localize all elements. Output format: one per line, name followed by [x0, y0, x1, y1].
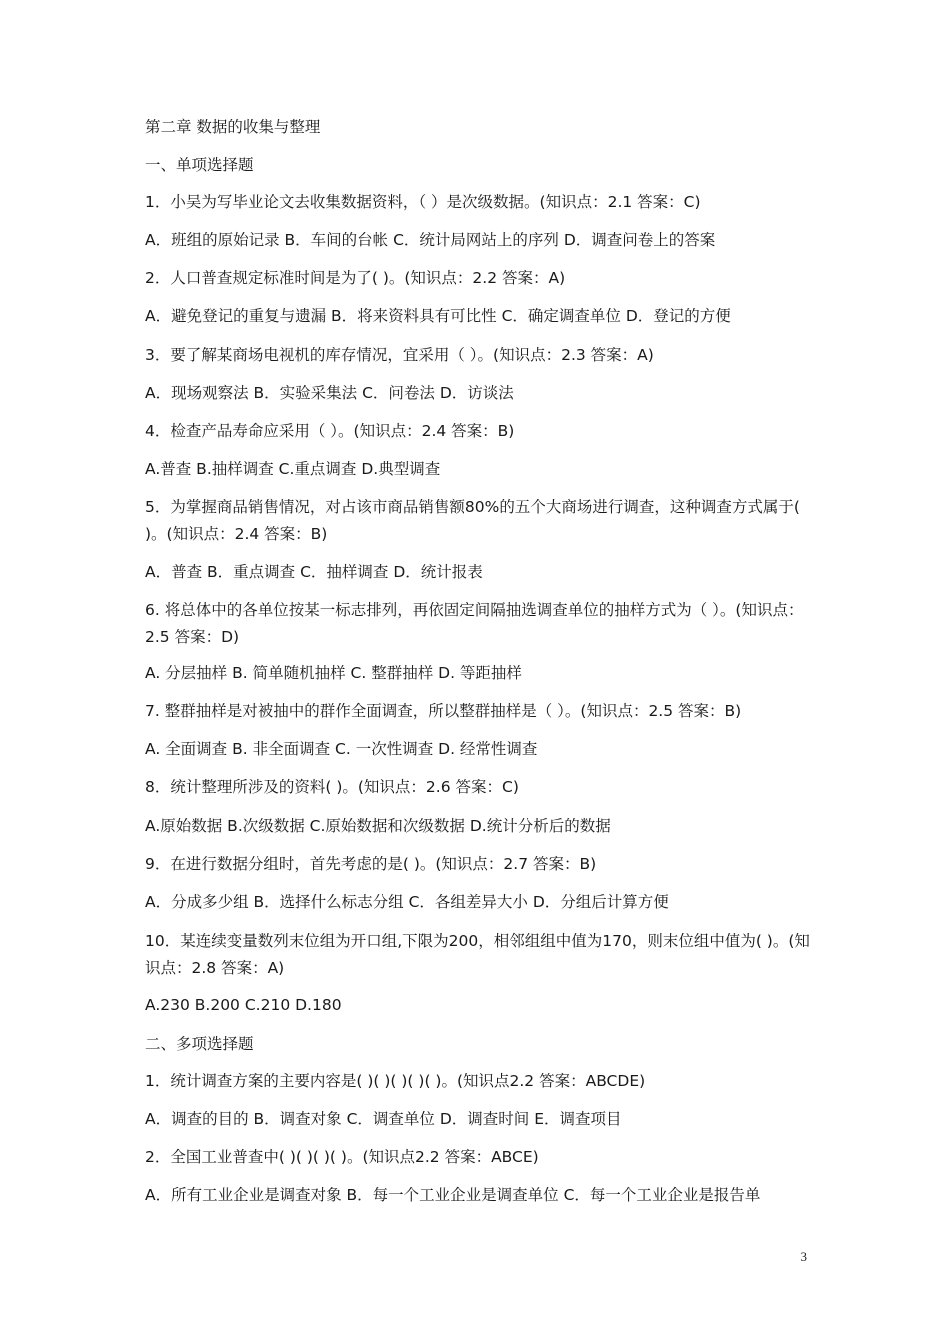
question-1: 1．小吴为写毕业论文去收集数据资料，（ ）是次级数据。(知识点：2.1 答案：C) [145, 193, 701, 211]
question-9: 9．在进行数据分组时，首先考虑的是( )。(知识点：2.7 答案：B) [145, 855, 597, 873]
question-10: 10．某连续变量数列末位组为开口组,下限为200，相邻组组中值为170，则末位组中值为( )。(知识点：2.8 答案：A) [145, 932, 810, 977]
mc-question-1-options: A．调查的目的 B．调查对象 C．调查单位 D．调查时间 E．调查项目 [145, 1110, 622, 1128]
mc-question-1: 1．统计调查方案的主要内容是( )( )( )( )( )。(知识点2.2 答案：ABCDE) [145, 1072, 646, 1090]
question-10-options: A.230 B.200 C.210 D.180 [145, 996, 342, 1014]
question-9-options: A．分成多少组 B．选择什么标志分组 C．各组差异大小 D．分组后计算方便 [145, 893, 669, 911]
question-5: 5．为掌握商品销售情况，对占该市商品销售额80%的五个大商场进行调查，这种调查方式属于( )。(知识点：2.4 答案：B) [145, 498, 800, 543]
question-4: 4．检查产品寿命应采用（ ）。(知识点：2.4 答案：B) [145, 422, 515, 440]
question-7-options: A. 全面调查 B. 非全面调查 C. 一次性调查 D. 经常性调查 [145, 740, 538, 758]
page-number: 3 [800, 1249, 807, 1264]
question-6: 6. 将总体中的各单位按某一标志排列，再依固定间隔抽选调查单位的抽样方式为（ ）。(知识点：2.5 答案：D) [145, 601, 804, 646]
question-2: 2．人口普查规定标准时间是为了( )。(知识点：2.2 答案：A) [145, 269, 566, 287]
question-6-options: A. 分层抽样 B. 简单随机抽样 C. 整群抽样 D. 等距抽样 [145, 664, 522, 682]
question-2-options: A．避免登记的重复与遗漏 B．将来资料具有可比性 C．确定调查单位 D．登记的方便 [145, 307, 731, 325]
question-4-options: A.普查 B.抽样调查 C.重点调查 D.典型调查 [145, 460, 441, 478]
section-title-single-choice: 一、单项选择题 [145, 156, 254, 174]
question-7: 7. 整群抽样是对被抽中的群作全面调查，所以整群抽样是（ ）。(知识点：2.5 答案：B) [145, 702, 742, 720]
question-5-options: A．普查 B．重点调查 C．抽样调查 D．统计报表 [145, 563, 483, 581]
mc-question-2: 2．全国工业普查中( )( )( )( )。(知识点2.2 答案：ABCE) [145, 1148, 539, 1166]
question-3-options: A．现场观察法 B．实验采集法 C．问卷法 D．访谈法 [145, 384, 514, 402]
section-title-multiple-choice: 二、多项选择题 [145, 1035, 254, 1053]
chapter-title: 第二章 数据的收集与整理 [145, 118, 321, 136]
mc-question-2-options: A．所有工业企业是调查对象 B．每一个工业企业是调查单位 C．每一个工业企业是报告单 [145, 1186, 761, 1204]
question-8: 8．统计整理所涉及的资料( )。(知识点：2.6 答案：C) [145, 778, 519, 796]
question-8-options: A.原始数据 B.次级数据 C.原始数据和次级数据 D.统计分析后的数据 [145, 817, 611, 835]
question-3: 3．要了解某商场电视机的库存情况，宜采用（ ）。(知识点：2.3 答案：A) [145, 346, 654, 364]
question-1-options: A．班组的原始记录 B．车间的台帐 C．统计局网站上的序列 D．调查问卷上的答案 [145, 231, 716, 249]
